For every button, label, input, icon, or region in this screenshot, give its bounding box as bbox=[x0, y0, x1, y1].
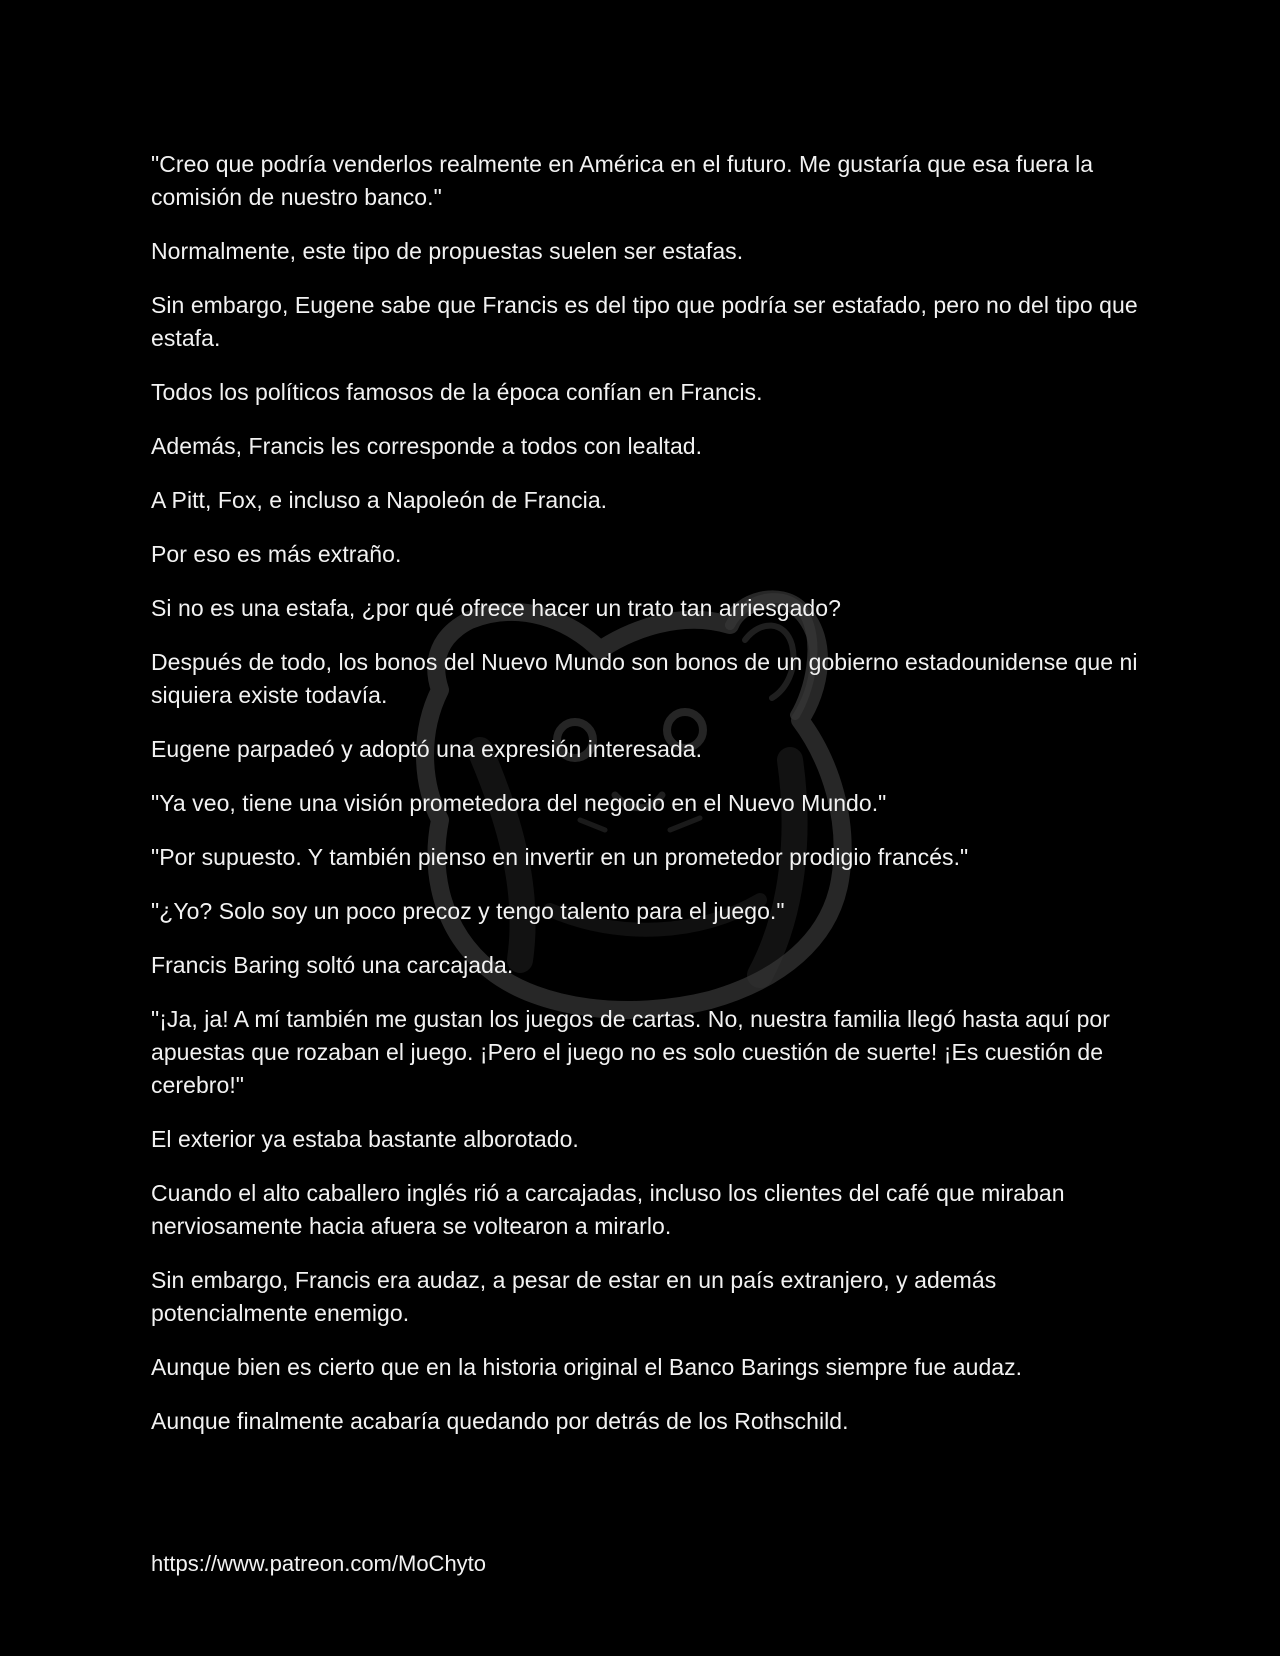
paragraph: Cuando el alto caballero inglés rió a carcajadas, incluso los clientes del café que miraban nerviosamente hacia afuera se voltearon a mirarlo. bbox=[151, 1180, 1065, 1239]
paragraph: Sin embargo, Francis era audaz, a pesar de estar en un país extranjero, y además potencialmente enemigo. bbox=[151, 1267, 997, 1326]
paragraph: "¿Yo? Solo soy un poco precoz y tengo talento para el juego." bbox=[151, 898, 785, 924]
paragraph: "Ya veo, tiene una visión prometedora del negocio en el Nuevo Mundo." bbox=[151, 790, 887, 816]
paragraph: Normalmente, este tipo de propuestas suelen ser estafas. bbox=[151, 238, 744, 264]
paragraph: "Por supuesto. Y también pienso en invertir en un prometedor prodigio francés." bbox=[151, 844, 969, 870]
paragraph: A Pitt, Fox, e incluso a Napoleón de Francia. bbox=[151, 487, 608, 513]
paragraph: El exterior ya estaba bastante alborotado. bbox=[151, 1126, 579, 1152]
paragraph: Después de todo, los bonos del Nuevo Mundo son bonos de un gobierno estadounidense que ni siquiera existe todavía. bbox=[151, 649, 1138, 708]
paragraph: Todos los políticos famosos de la época confían en Francis. bbox=[151, 379, 763, 405]
paragraph: Aunque finalmente acabaría quedando por detrás de los Rothschild. bbox=[151, 1408, 849, 1434]
paragraph: Sin embargo, Eugene sabe que Francis es del tipo que podría ser estafado, pero no del tipo que estafa. bbox=[151, 292, 1138, 351]
paragraph: Además, Francis les corresponde a todos con lealtad. bbox=[151, 433, 703, 459]
paragraph: Si no es una estafa, ¿por qué ofrece hacer un trato tan arriesgado? bbox=[151, 595, 841, 621]
paragraph: Francis Baring soltó una carcajada. bbox=[151, 952, 514, 978]
paragraph: Por eso es más extraño. bbox=[151, 541, 402, 567]
patreon-link[interactable]: https://www.patreon.com/MoChyto bbox=[151, 1551, 487, 1576]
paragraph: "Creo que podría venderlos realmente en América en el futuro. Me gustaría que esa fuera la comisión de nuestro banco." bbox=[151, 151, 1094, 210]
paragraph: "¡Ja, ja! A mí también me gustan los juegos de cartas. No, nuestra familia llegó hasta aquí por apuestas que rozaban el juego. ¡Pero el juego no es solo cuestión de suerte! ¡Es cuestión de cerebro!" bbox=[151, 1006, 1110, 1098]
chapter-text bbox=[151, 148, 1141, 1459]
paragraph: Eugene parpadeó y adoptó una expresión interesada. bbox=[151, 736, 703, 762]
paragraph: Aunque bien es cierto que en la historia original el Banco Barings siempre fue audaz. bbox=[151, 1354, 1023, 1380]
